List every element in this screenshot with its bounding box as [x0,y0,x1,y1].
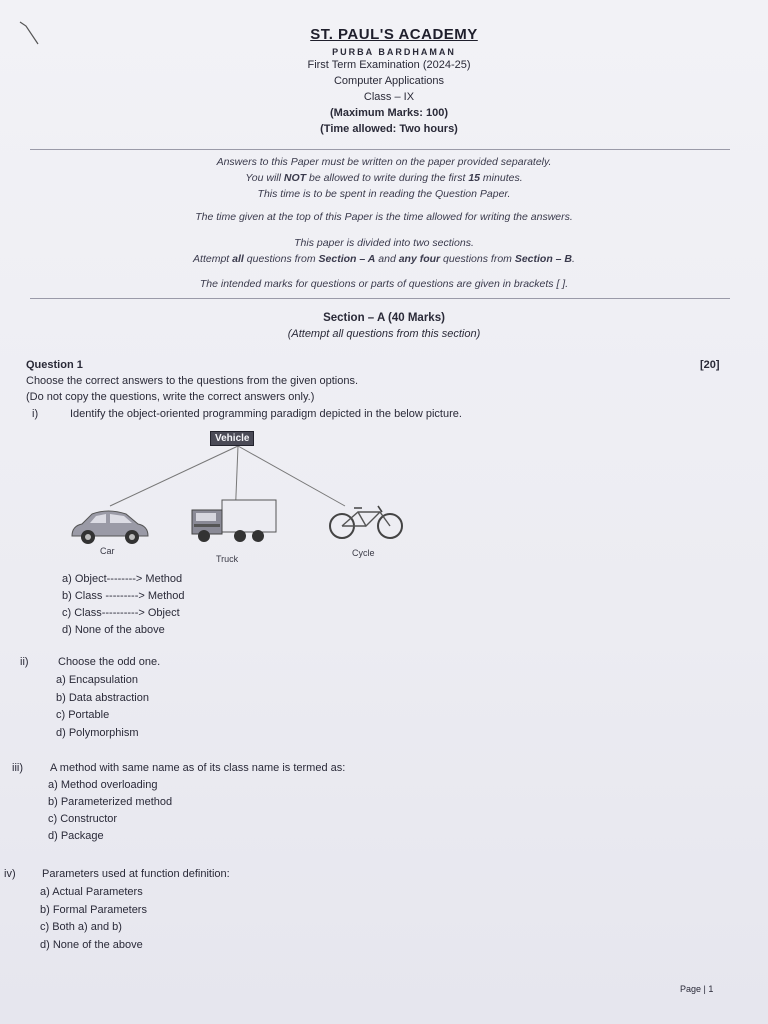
time-allowed: (Time allowed: Two hours) [320,123,458,135]
option-a: a) Method overloading [48,779,158,791]
school-name: ST. PAUL'S ACADEMY [310,26,478,43]
option-b: b) Data abstraction [56,692,149,704]
option-d: d) None of the above [62,624,165,636]
instruction-line-4: The time given at the top of this Paper is the time allowed for writing the answers. [195,211,573,223]
header-divider [30,149,730,150]
vehicle-hierarchy-diagram [60,428,420,568]
part-number: iv) [4,868,16,880]
truck-label: Truck [216,554,239,564]
instruction-line-6: Attempt all questions from Section – A and any four questions from Section – B. [193,253,575,265]
car-label: Car [100,546,115,556]
option-a: a) Object--------> Method [62,573,183,585]
part-question: Parameters used at function definition: [42,868,230,880]
question-1-instruction: Choose the correct answers to the questions from the given options. [26,375,359,387]
option-a: a) Actual Parameters [40,886,143,898]
question-1-note: (Do not copy the questions, write the correct answers only.) [26,391,315,403]
option-d: d) Polymorphism [56,727,139,739]
truck-icon [188,498,278,544]
part-question: A method with same name as of its class name is termed as: [50,762,346,774]
school-location: PURBA BARDHAMAN [332,47,456,57]
maximum-marks: (Maximum Marks: 100) [330,107,448,119]
part-question: Choose the odd one. [58,656,161,668]
instruction-line-3: This time is to be spent in reading the Question Paper. [257,188,511,200]
vehicle-class-label: Vehicle [210,431,254,446]
cycle-label: Cycle [352,548,375,558]
option-c: c) Portable [56,709,110,721]
instruction-line-1: Answers to this Paper must be written on the paper provided separately. [216,156,552,168]
option-b: b) Formal Parameters [40,904,147,916]
page-number: Page | 1 [680,984,714,994]
part-number: ii) [20,656,29,668]
paper-header [0,26,768,137]
option-a: a) Encapsulation [56,674,138,686]
class-name: Class – IX [363,91,415,103]
section-a-subtitle: (Attempt all questions from this section) [287,328,481,340]
section-a-title: Section – A (40 Marks) [323,312,445,324]
question-1-marks: [20] [700,359,720,371]
option-b: b) Class ---------> Method [62,590,185,602]
part-number: i) [32,408,39,420]
instructions-divider [30,298,730,299]
option-c: c) Both a) and b) [40,921,122,933]
car-icon [68,508,152,546]
part-question: Identify the object-oriented programming paradigm depicted in the below picture. [70,408,462,420]
subject-name: Computer Applications [333,75,445,87]
option-d: d) Package [48,830,104,842]
instruction-line-7: The intended marks for questions or parts of questions are given in brackets [ ]. [199,278,569,290]
question-1-title: Question 1 [26,359,83,371]
cycle-icon [326,500,408,542]
instruction-line-2: You will NOT be allowed to write during the first 15 minutes. [245,172,523,184]
option-c: c) Class----------> Object [62,607,180,619]
part-number: iii) [12,762,23,774]
option-c: c) Constructor [48,813,118,825]
instruction-line-5: This paper is divided into two sections. [294,237,474,249]
option-d: d) None of the above [40,939,143,951]
exam-name: First Term Examination (2024-25) [307,59,471,71]
option-b: b) Parameterized method [48,796,173,808]
